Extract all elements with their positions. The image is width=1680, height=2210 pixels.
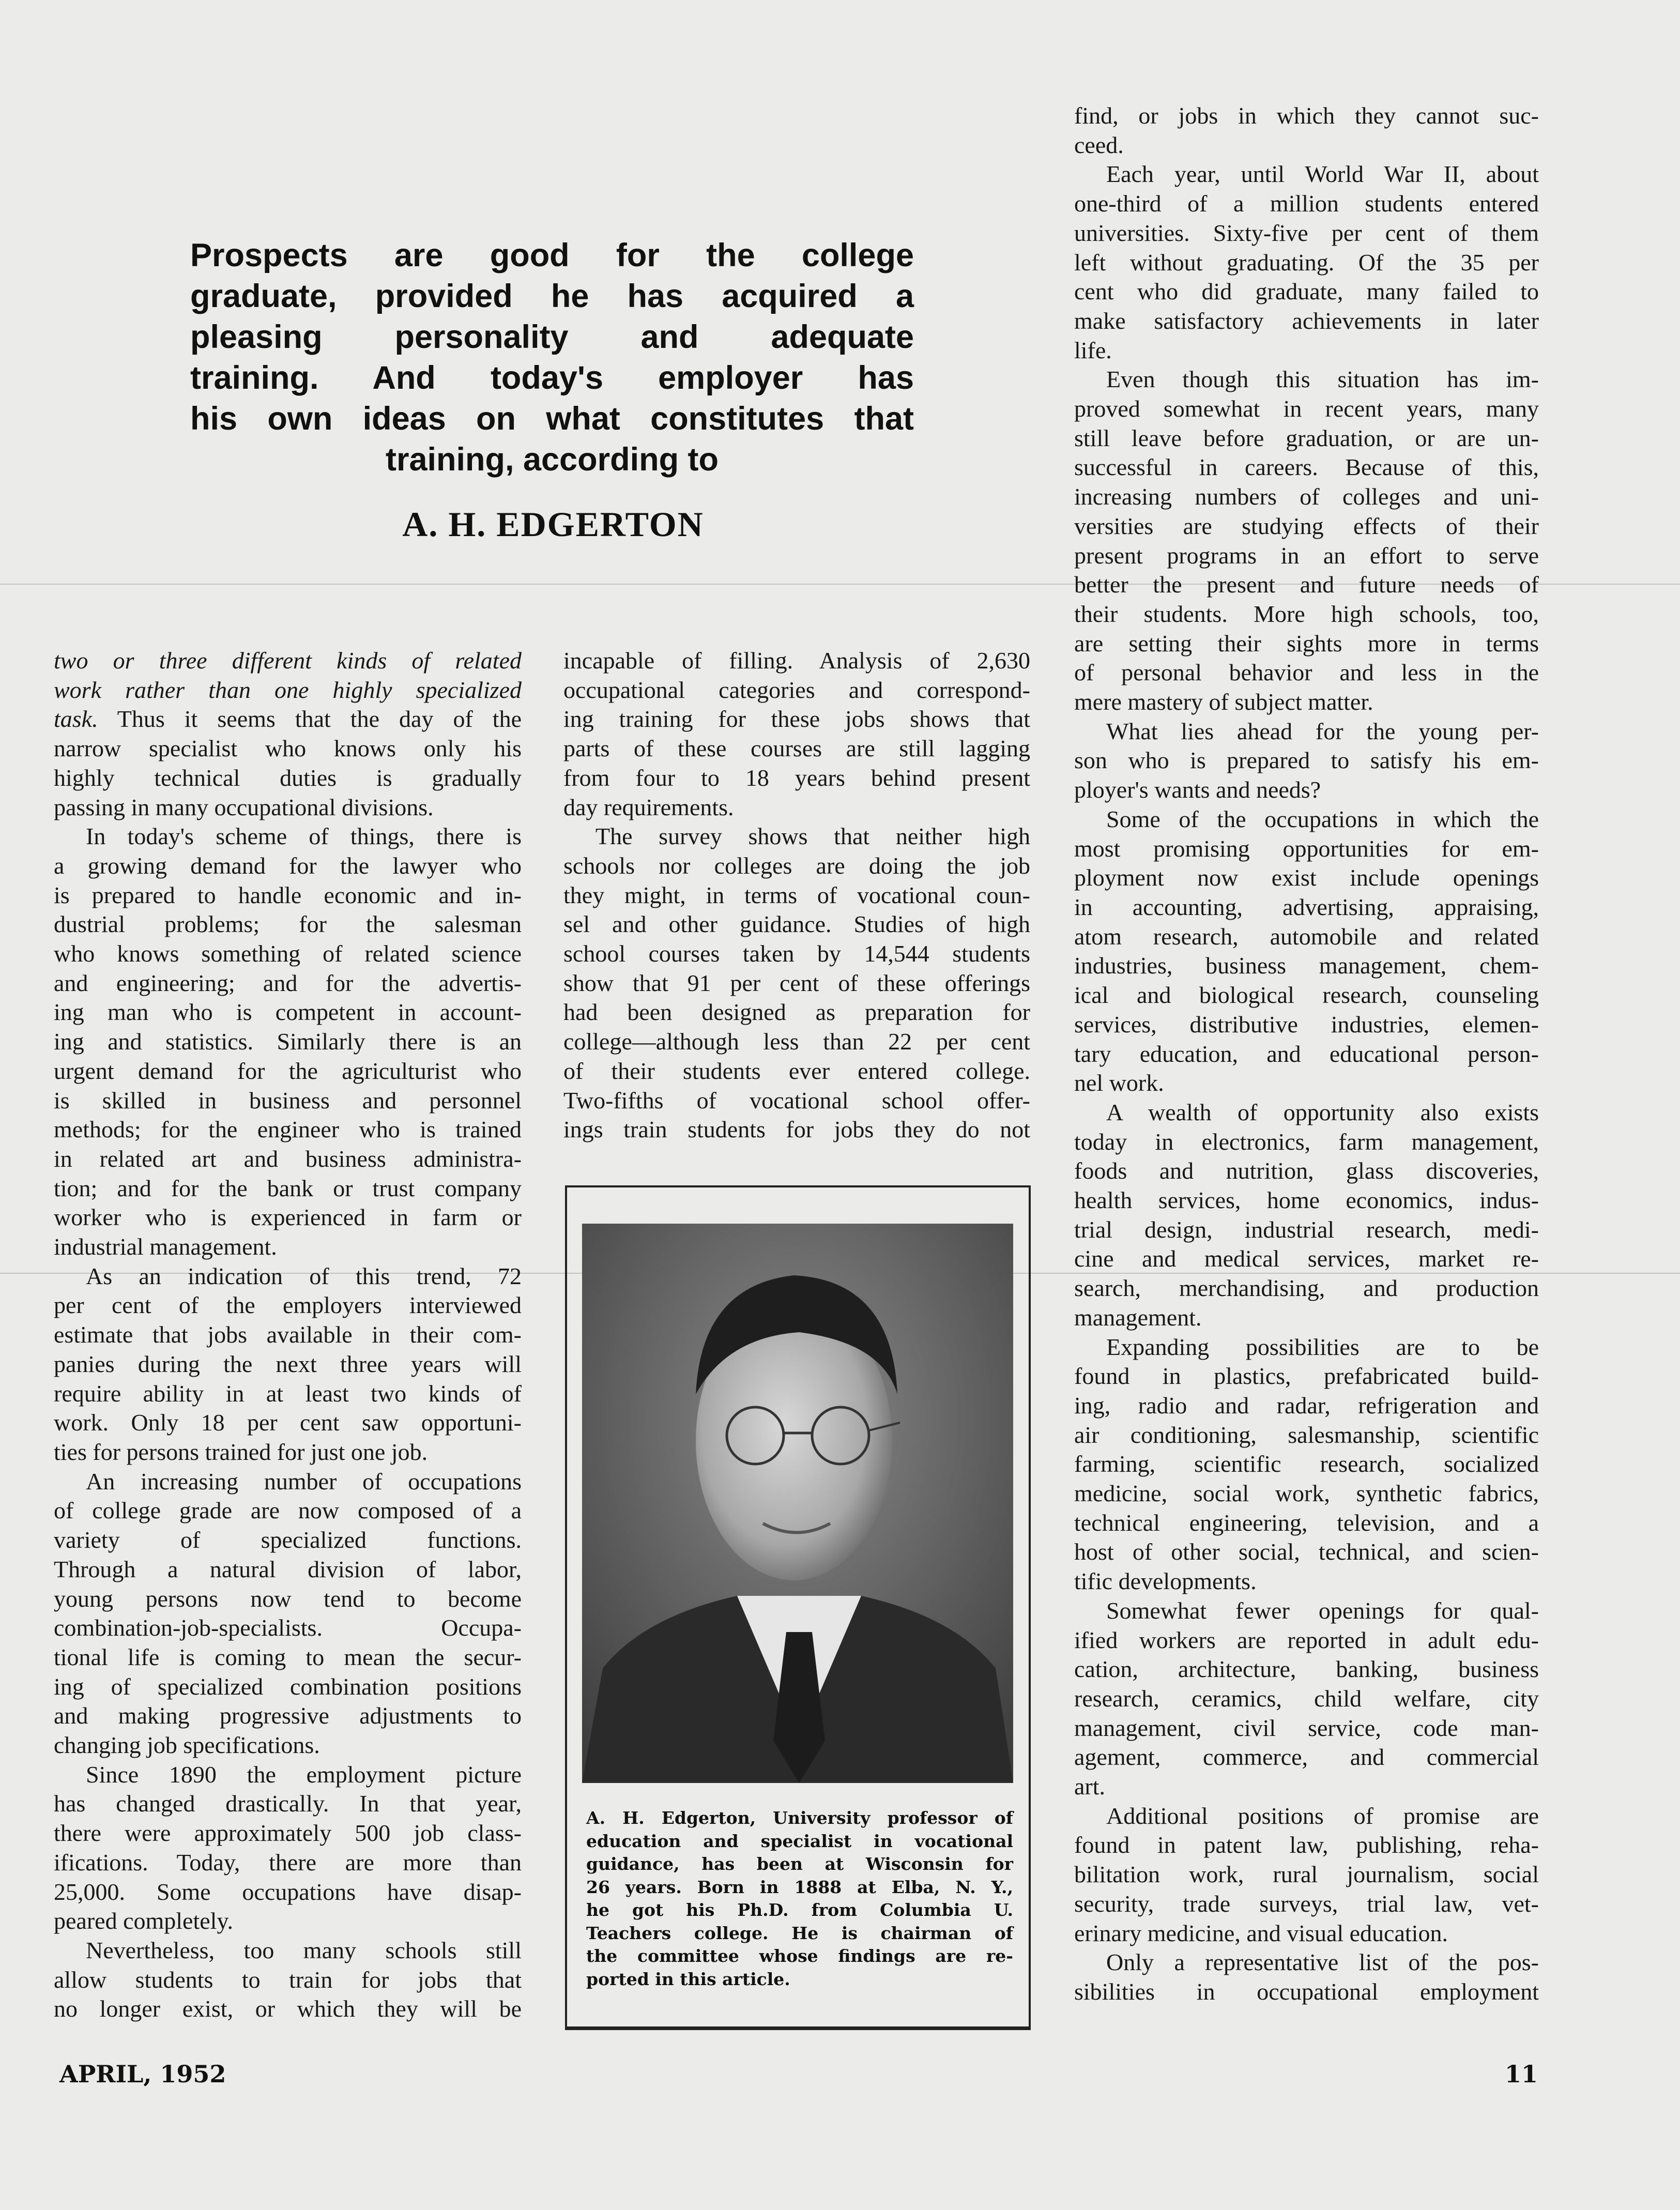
paragraph [563,822,1030,1145]
text-line: in related art and business administra- [54,1145,522,1172]
text-line: versities are studying effects of their [1074,512,1539,539]
text-line: still leave before graduation, or are un- [1074,424,1539,451]
text-line: are setting their sights more in terms [1074,630,1539,657]
text-line: Even though this situation has im- [1106,366,1539,393]
text-line: schools nor colleges are doing the job [563,852,1030,879]
text-line: had been designed as preparation for [563,999,1030,1026]
text-line: Since 1890 the employment picture [86,1761,522,1788]
text-line: technical engineering, television, and a [1074,1509,1539,1536]
article-headline [190,235,914,480]
paragraph [1074,1333,1539,1596]
text-line: college—although less than 22 per cent [563,1028,1030,1055]
text-line: Some of the occupations in which the [1106,805,1539,832]
headline-line: his own ideas on what constitutes that [190,401,914,437]
text-line: ing man who is competent in account- [54,999,522,1026]
text-line: has changed drastically. In that year, [54,1790,522,1817]
text-line: medicine, social work, synthetic fabrics, [1074,1480,1539,1507]
text-line: of their students ever entered college. [563,1057,1030,1084]
paragraph [1074,365,1539,717]
text-line: search, merchandising, and production [1074,1275,1539,1302]
text-line: tion; and for the bank or trust company [54,1175,522,1201]
paragraph [54,1760,522,1936]
paragraph [1074,1596,1539,1802]
text-line: ceed. [1074,131,1124,158]
text-line: Nevertheless, too many schools still [86,1937,522,1963]
text-line: left without graduating. Of the 35 per [1074,249,1539,276]
text-line [54,646,522,676]
text-line: ing of specialized combination positions [54,1673,522,1700]
text-line: most promising opportunities for em- [1074,835,1539,862]
text-line: in accounting, advertising, appraising, [1074,893,1539,920]
caption-line: he got his Ph.D. from Columbia U. [586,1900,1013,1920]
text-line: found in patent law, publishing, reha- [1074,1832,1539,1858]
text-line: ployer's wants and needs? [1074,776,1321,803]
text-line: air conditioning, salesmanship, scientific [1074,1421,1539,1448]
text-line: Two-fifths of vocational school offer- [563,1087,1030,1114]
text-line: who knows something of related science [54,940,522,967]
text-line: no longer exist, or which they will be [54,1995,522,2022]
caption-line: 26 years. Born in 1888 at Elba, N. Y., [586,1877,1013,1897]
author-byline: A. H. EDGERTON [402,505,704,544]
italic-text: two or three different kinds of related [54,647,522,674]
text-column-middle [563,646,1030,1145]
text-line: ified workers are reported in adult edu- [1074,1626,1539,1653]
caption-line: guidance, has been at Wisconsin for [586,1854,1013,1874]
text-line: Each year, until World War II, about [1106,161,1539,188]
text-line: services, distributive industries, elemen- [1074,1011,1539,1038]
text-line: and engineering; and for the advertis- [54,969,522,996]
text-line: Only a representative list of the pos- [1106,1949,1539,1976]
headline-line: training, according to [385,441,719,478]
text-line: trial design, industrial research, medi- [1074,1216,1539,1243]
caption-line: Teachers college. He is chairman of [586,1923,1013,1943]
text-line: changing job specifications. [54,1732,320,1759]
text-line: better the present and future needs of [1074,571,1539,598]
text-line: farming, scientific research, socialized [1074,1451,1539,1477]
paragraph [1074,101,1539,160]
headline-line: Prospects are good for the college [190,237,914,273]
text-line: occupational categories and correspond- [563,676,1030,703]
text-line: Expanding possibilities are to be [1106,1333,1539,1360]
italic-text: work rather than one highly specialized [54,676,522,703]
text-line [54,676,522,705]
paragraph [1074,1098,1539,1333]
text-line: tary education, and educational person- [1074,1040,1539,1067]
text-line: show that 91 per cent of these offerings [563,969,1030,996]
text-line: A wealth of opportunity also exists [1106,1099,1539,1125]
text-line: management. [1074,1304,1202,1331]
text-line: foods and nutrition, glass discoveries, [1074,1157,1539,1184]
text-line: universities. Sixty-five per cent of them [1074,219,1539,246]
paragraph [1074,1802,1539,1948]
text-line: tional life is coming to mean the secur- [54,1643,522,1670]
headline-line: graduate, provided he has acquired a [190,278,914,314]
text-line: urgent demand for the agriculturist who [54,1057,522,1084]
text-line: of personal behavior and less in the [1074,659,1539,686]
text-line: Through a natural division of labor, [54,1556,522,1582]
text-line: from four to 18 years behind present [563,764,1030,791]
italic-text: task. [54,706,98,733]
text-line: there were approximately 500 job class- [54,1820,522,1847]
text-line: In today's scheme of things, there is [86,823,522,850]
paragraph [563,646,1030,822]
text-line: ing training for these jobs shows that [563,706,1030,733]
text-line: ifications. Today, there are more than [54,1849,522,1876]
caption-line: the committee whose findings are re- [586,1946,1013,1966]
text-line: proved somewhat in recent years, many [1074,395,1539,422]
text-line: day requirements. [563,794,734,820]
text-line: work. Only 18 per cent saw opportuni- [54,1409,522,1436]
paragraph [1074,717,1539,805]
caption-line: education and specialist in vocational [586,1831,1013,1851]
photo-caption [586,1807,1013,1991]
text-line: erinary medicine, and visual education. [1074,1919,1448,1946]
caption-line: ported in this article. [586,1969,790,1989]
text-line: estimate that jobs available in their com- [54,1321,522,1348]
text-line: today in electronics, farm management, [1074,1128,1539,1155]
text-line: increasing numbers of colleges and uni- [1074,483,1539,510]
text-line: successful in careers. Because of this, [1074,454,1539,481]
text-line: The survey shows that neither high [595,823,1030,850]
text-line: cation, architecture, banking, business [1074,1656,1539,1683]
text-line: panies during the next three years will [54,1350,522,1377]
text-line: mere mastery of subject matter. [1074,689,1373,715]
text-line: health services, home economics, indus- [1074,1187,1539,1214]
roman-text: Thus it seems that the day of the [98,706,522,733]
text-line: present programs in an effort to serve [1074,542,1539,569]
text-line: found in plastics, prefabricated build- [1074,1363,1539,1390]
text-line: require ability in at least two kinds of [54,1380,522,1407]
text-line: is skilled in business and personnel [54,1087,522,1114]
text-line: ing and statistics. Similarly there is an [54,1028,522,1055]
author-photo-box [565,1185,1031,2030]
text-line: atom research, automobile and related [1074,923,1539,950]
text-line [54,705,522,734]
text-line: sel and other guidance. Studies of high [563,911,1030,938]
text-line: of college grade are now composed of a [54,1497,522,1524]
text-line: a growing demand for the lawyer who [54,852,522,879]
author-portrait-photo [582,1224,1013,1783]
text-line: nel work. [1074,1070,1164,1096]
page-number: 11 [1504,2060,1538,2088]
text-line: parts of these courses are still lagging [563,735,1030,762]
headline-line: training. And today's employer has [190,360,914,396]
text-line: dustrial problems; for the salesman [54,911,522,938]
text-line: agement, commerce, and commercial [1074,1744,1539,1771]
text-line: ties for persons trained for just one job. [54,1438,428,1465]
text-line: one-third of a million students entered [1074,190,1539,217]
text-line: find, or jobs in which they cannot suc- [1074,102,1539,129]
text-line: worker who is experienced in farm or [54,1204,522,1231]
text-line: Somewhat fewer openings for qual- [1106,1597,1539,1624]
text-line: 25,000. Some occupations have disap- [54,1878,522,1905]
text-line: incapable of filling. Analysis of 2,630 [563,647,1030,674]
text-line: security, trade surveys, trial law, vet- [1074,1890,1539,1917]
text-line: As an indication of this trend, 72 [86,1262,522,1289]
paragraph [54,1936,522,2024]
text-line: industries, business management, chem- [1074,952,1539,979]
text-line: ing, radio and radar, refrigeration and [1074,1392,1539,1419]
text-line: cent who did graduate, many failed to [1074,278,1539,305]
text-line: cine and medical services, market re- [1074,1245,1539,1272]
text-line: school courses taken by 14,544 students [563,940,1030,967]
paragraph [54,1262,522,1467]
paragraph [1074,160,1539,365]
text-line: peared completely. [54,1908,233,1934]
text-line: host of other social, technical, and scien- [1074,1538,1539,1565]
text-line: Additional positions of promise are [1106,1802,1539,1829]
caption-line: A. H. Edgerton, University professor of [586,1808,1013,1828]
text-line: ings train students for jobs they do not [563,1116,1030,1143]
headline-line: pleasing personality and adequate [190,319,914,355]
text-line: What lies ahead for the young per- [1106,718,1539,744]
paragraph [54,646,522,822]
text-line: ical and biological research, counseling [1074,982,1539,1009]
text-line: industrial management. [54,1233,277,1260]
text-line: is prepared to handle economic and in- [54,881,522,908]
text-line: methods; for the engineer who is trained [54,1116,522,1143]
text-line: highly technical duties is gradually [54,764,522,791]
paragraph [54,1467,522,1760]
text-line: ployment now exist include openings [1074,864,1539,891]
text-line: sibilities in occupational employment [1074,1978,1539,2005]
text-line: passing in many occupational divisions. [54,794,434,820]
paragraph [1074,805,1539,1098]
text-line: make satisfactory achievements in later [1074,307,1539,334]
text-line: bilitation work, rural journalism, social [1074,1861,1539,1888]
text-line: life. [1074,337,1112,363]
text-line: young persons now tend to become [54,1585,522,1612]
text-line: art. [1074,1773,1106,1800]
paragraph [54,822,522,1262]
text-line: tific developments. [1074,1568,1257,1595]
text-line: and making progressive adjustments to [54,1702,522,1729]
issue-date: APRIL, 1952 [59,2060,226,2088]
paragraph [1074,1948,1539,2006]
text-column-right [1074,101,1539,2007]
text-line: management, civil service, code man- [1074,1714,1539,1741]
text-line: narrow specialist who knows only his [54,735,522,762]
text-line: research, ceramics, child welfare, city [1074,1685,1539,1712]
text-line: allow students to train for jobs that [54,1966,522,1993]
text-line: they might, in terms of vocational coun- [563,881,1030,908]
text-line: combination-job-specialists. Occupa- [54,1614,522,1641]
text-line: their students. More high schools, too, [1074,600,1539,627]
text-line: per cent of the employers interviewed [54,1292,522,1319]
text-column-left [54,646,522,2024]
text-line: An increasing number of occupations [86,1468,522,1495]
text-line: variety of specialized functions. [54,1527,522,1553]
text-line: son who is prepared to satisfy his em- [1074,747,1539,774]
